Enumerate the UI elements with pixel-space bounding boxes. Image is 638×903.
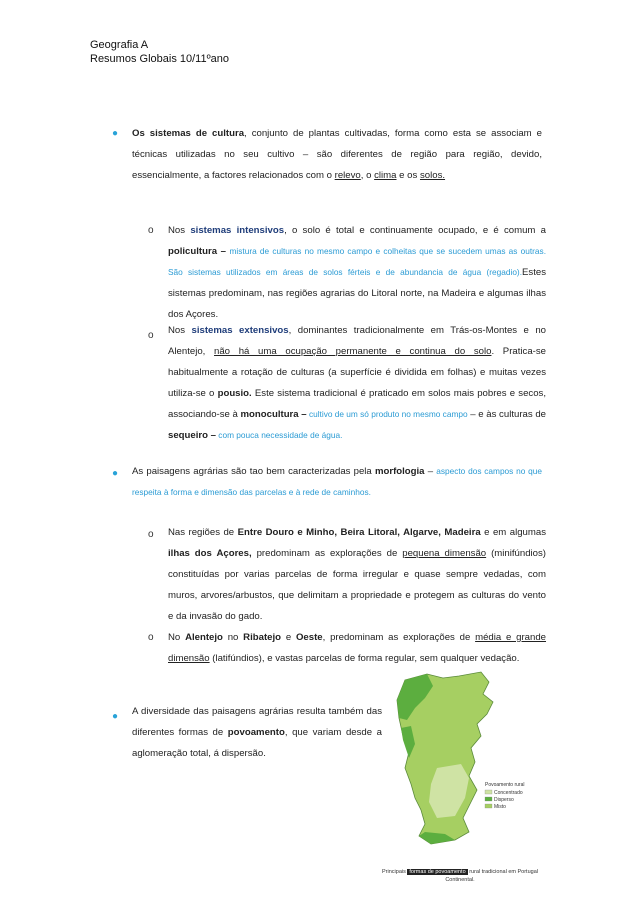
subject-title: Geografia A	[90, 39, 149, 51]
small-holdings-paragraph: Nas regiões de Entre Douro e Minho, Beira Litoral, Algarve, Madeira e em algumas ilhas dos Açores, predominam as explorações de pequena dimensão (minifúndios) constituídas por varias parcelas de forma irregular e quase sempre vedadas, com muros, arvores/arbustos, que delimitam a propriedade e protegem as culturas do vento e da invasão do gado.	[168, 527, 547, 622]
bullet-icon: ●	[112, 468, 119, 479]
document-subtitle: Resumos Globais 10/11ºano	[90, 53, 229, 65]
legend-misto: Misto	[494, 804, 506, 810]
intensive-systems-paragraph: Nos sistemas intensivos, o solo é total e continuamente ocupado, e é comum a policultura – mistura de culturas no mesmo campo e colheitas que se sucedem umas as outras. São sistemas utilizados em áreas de solos férteis e de abundancia de água (regadio).Estes sistemas predominam, nas regiões agrarias do Litoral norte, na Madeira e algumas ilhas dos Açores.	[168, 225, 547, 320]
map-legend	[485, 782, 524, 810]
portugal-settlement-map	[385, 668, 533, 860]
bullet-icon: ●	[112, 711, 119, 722]
bullet-icon: ●	[112, 128, 119, 139]
sub-bullet-icon: o	[148, 632, 154, 643]
map-caption: Principais formas de povoamento rural tradicional em Portugal Continental.	[382, 869, 538, 883]
large-holdings-paragraph: No Alentejo no Ribatejo e Oeste, predominam as explorações de média e grande dimensão (latifúndios), e vastas parcelas de forma regular, sem qualquer vedação.	[168, 632, 547, 664]
legend-title: Povoamento rural	[485, 782, 525, 788]
settlement-paragraph: A diversidade das paisagens agrárias resulta também das diferentes formas de povoamento, que variam desde a aglomeração total, á dispersão.	[132, 706, 382, 759]
sub-bullet-icon: o	[148, 529, 154, 540]
cultivation-systems-paragraph: Os sistemas de cultura, conjunto de plantas cultivadas, forma como esta se associam e técnicas utilizadas no seu cultivo – são diferentes de região para região, devido, essencialmente, a factores relacionados com o relevo, o clima e os solos.	[132, 128, 542, 181]
document-header	[90, 38, 229, 66]
legend-concentrado: Concentrado	[494, 790, 523, 796]
sub-bullet-icon: o	[148, 225, 154, 236]
legend-disperso: Disperso	[494, 797, 514, 803]
extensive-systems-paragraph: Nos sistemas extensivos, dominantes tradicionalmente em Trás-os-Montes e no Alentejo, não há uma ocupação permanente e continua do solo. Pratica-se habitualmente a rotação de culturas (a superfície é dividida em folhas) e muitas vezes utiliza-se o pousio. Este sistema tradicional é praticado em solos mais pobres e secos, associando-se à monocultura – cultivo de um só produto no mesmo campo – e às culturas de sequeiro – com pouca necessidade de água.	[168, 325, 546, 441]
morphology-paragraph: As paisagens agrárias são tao bem caracterizadas pela morfologia – aspecto dos campos no que respeita à forma e dimensão das parcelas e à rede de caminhos.	[132, 466, 543, 497]
sub-bullet-icon: o	[148, 330, 154, 341]
